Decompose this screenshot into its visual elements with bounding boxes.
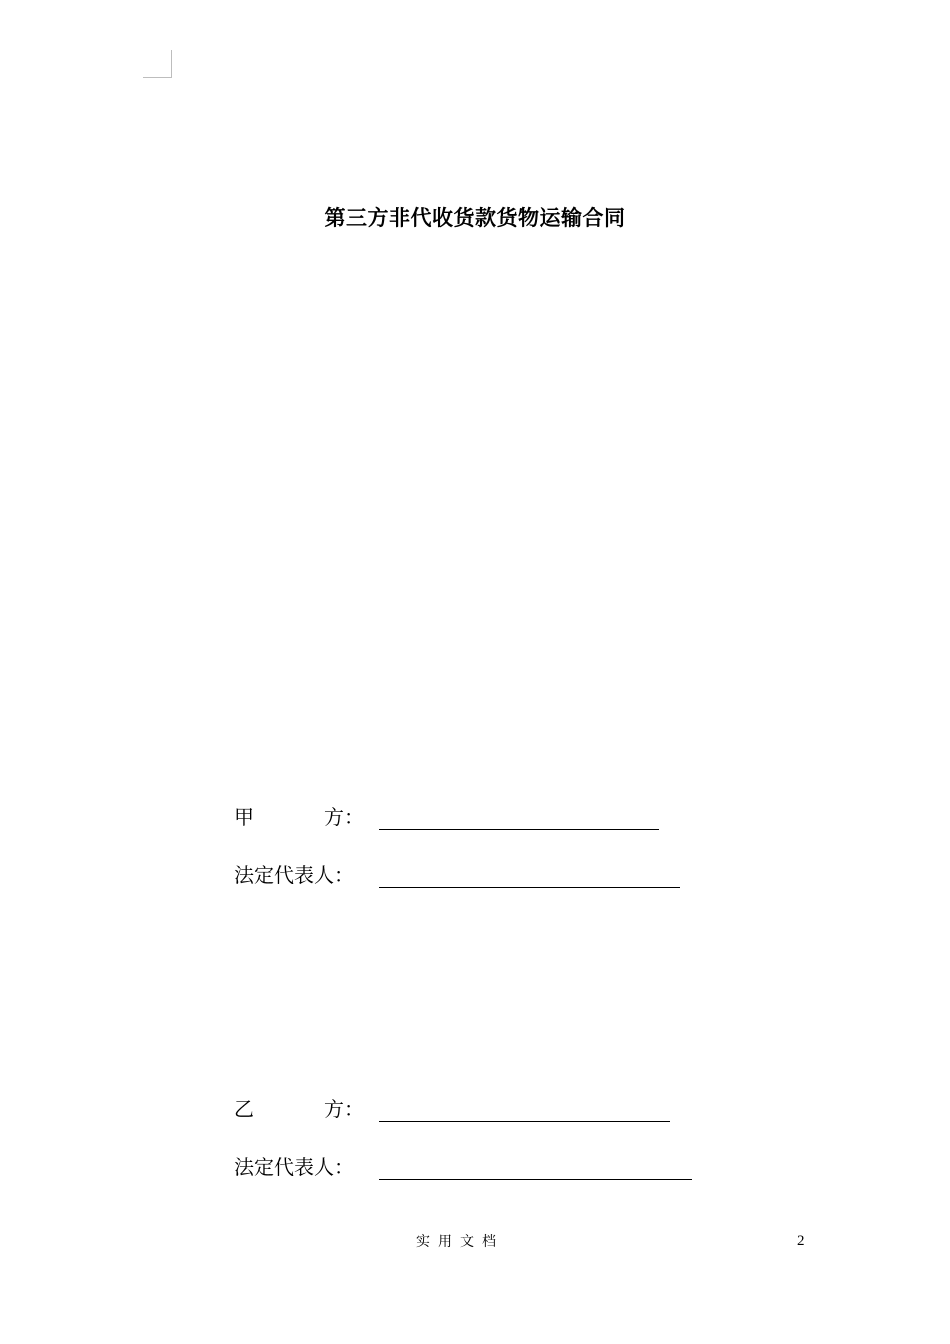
party-b-name-row [234, 1094, 694, 1126]
party-a-name-blank[interactable] [379, 829, 659, 830]
party-a-name-row [234, 802, 684, 834]
party-a-rep-blank[interactable] [379, 887, 680, 888]
party-a-rep-row [234, 860, 684, 892]
party-a-label-suffix: 方： [324, 805, 364, 829]
party-a-label-prefix: 甲 [234, 805, 254, 829]
party-b-rep-blank[interactable] [379, 1179, 692, 1180]
party-b-rep-label: 法定代表人： [234, 1155, 354, 1179]
footer-label: 实用文档 [416, 1234, 504, 1250]
document-title: 第三方非代收货款货物运输合同 [324, 206, 626, 230]
party-a-rep-label: 法定代表人： [234, 863, 354, 887]
party-b-rep-row [234, 1152, 694, 1184]
party-b-label-prefix: 乙 [234, 1097, 254, 1121]
party-b-label-suffix: 方： [324, 1097, 364, 1121]
page-number: 2 [797, 1233, 805, 1249]
crop-corner-mark [143, 50, 172, 78]
party-b-name-blank[interactable] [379, 1121, 670, 1122]
